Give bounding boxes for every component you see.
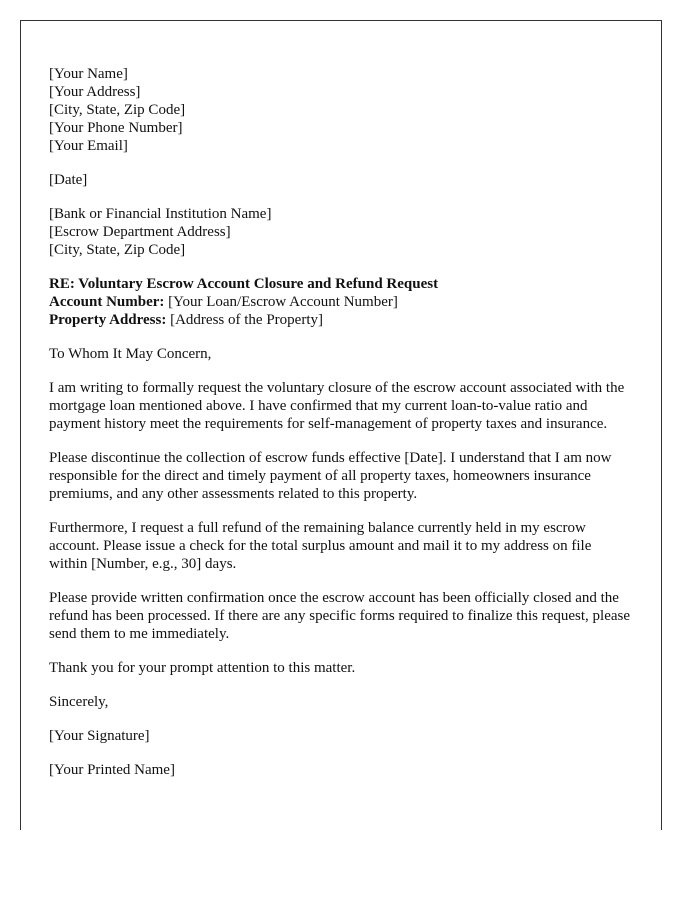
property-value: [Address of the Property] xyxy=(166,312,323,328)
account-value: [Your Loan/Escrow Account Number] xyxy=(164,294,398,310)
body-paragraph: Furthermore, I request a full refund of the remaining balance currently held in my escrow account. Please issue a check for the total surplus amount and mail it to my address on file within [Number, e.g., 30] days. xyxy=(49,520,592,572)
recipient-city: [City, State, Zip Code] xyxy=(49,242,186,258)
property-label: Property Address: xyxy=(49,312,167,328)
body-paragraph: Thank you for your prompt attention to this matter. xyxy=(49,660,356,676)
body-paragraph: Please discontinue the collection of escrow funds effective [Date]. I understand that I am now responsible for the direct and timely payment of all property taxes, homeowners insurance premiums, and any other assessments related to this property. xyxy=(49,450,612,502)
sender-city: [City, State, Zip Code] xyxy=(49,102,186,118)
sender-phone: [Your Phone Number] xyxy=(49,120,183,136)
account-label: Account Number: xyxy=(49,294,165,310)
closing: Sincerely, xyxy=(49,694,109,710)
sender-name: [Your Name] xyxy=(49,66,128,82)
recipient-address: [Escrow Department Address] xyxy=(49,224,231,240)
body-paragraph: I am writing to formally request the voluntary closure of the escrow account associated with the mortgage loan mentioned above. I have confirmed that my current loan-to-value ratio and payment history meet the requirements for self-management of property taxes and insurance. xyxy=(49,380,625,432)
letter-date: [Date] xyxy=(49,172,88,188)
body-paragraph: Please provide written confirmation once the escrow account has been officially closed and the refund has been processed. If there are any specific forms required to finalize this request, please send them to me immediately. xyxy=(49,590,631,642)
printed-name: [Your Printed Name] xyxy=(49,762,175,778)
sender-address: [Your Address] xyxy=(49,84,141,100)
letter-page xyxy=(20,20,662,830)
subject-line: RE: Voluntary Escrow Account Closure and Refund Request xyxy=(49,276,439,292)
sender-email: [Your Email] xyxy=(49,138,128,154)
recipient-name: [Bank or Financial Institution Name] xyxy=(49,206,272,222)
signature: [Your Signature] xyxy=(49,728,150,744)
salutation: To Whom It May Concern, xyxy=(49,346,212,362)
